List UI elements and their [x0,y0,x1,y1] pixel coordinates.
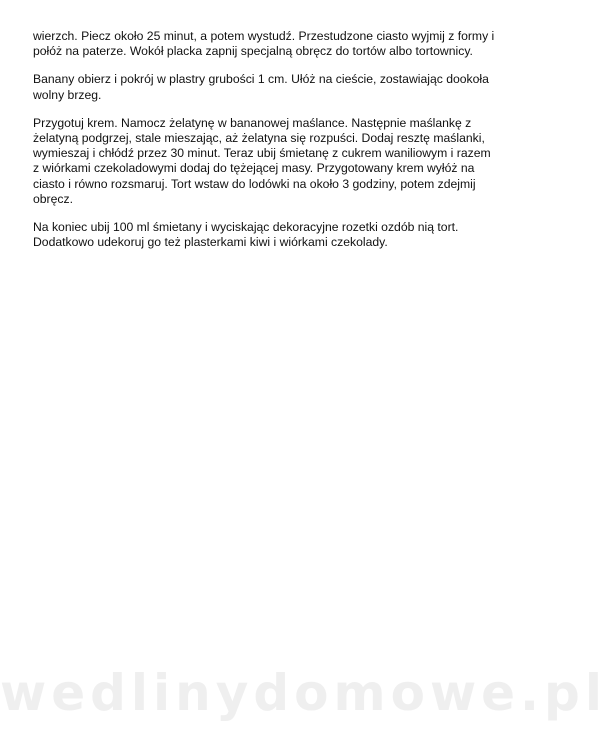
recipe-text [33,29,495,263]
paragraph-bananas: Banany obierz i pokrój w plastry grubości 1 cm. Ułóż na cieście, zostawiając dookoła wolny brzeg. [33,72,489,102]
paragraph-baking: wierzch. Piecz około 25 minut, a potem wystudź. Przestudzone ciasto wyjmij z formy i połóż na paterze. Wokół placka zapnij specjalną obręcz do tortów albo tortownicy. [33,29,495,59]
paragraph-decoration: Na koniec ubij 100 ml śmietany i wyciskając dekoracyjne rozetki ozdób nią tort. Dodatkowo udekoruj go też plasterkami kiwi i wiórkami czekolady. [33,220,459,250]
watermark: wedlinydomowe.pl [0,664,607,722]
paragraph-cream: Przygotuj krem. Namocz żelatynę w bananowej maślance. Następnie maślankę z żelatyną podgrzej, stale mieszając, aż żelatyna się rozpuści. Dodaj resztę maślanki, wymieszaj i chłódź przez 30 minut. Teraz ubij śmietanę z cukrem waniliowym i razem z wiórkami czekoladowymi dodaj do tężejącej masy. Przygotowany krem wyłóż na ciasto i równo rozsmaruj. Tort wstaw do lodówki na około 3 godziny, potem zdejmij obręcz. [33,115,491,206]
